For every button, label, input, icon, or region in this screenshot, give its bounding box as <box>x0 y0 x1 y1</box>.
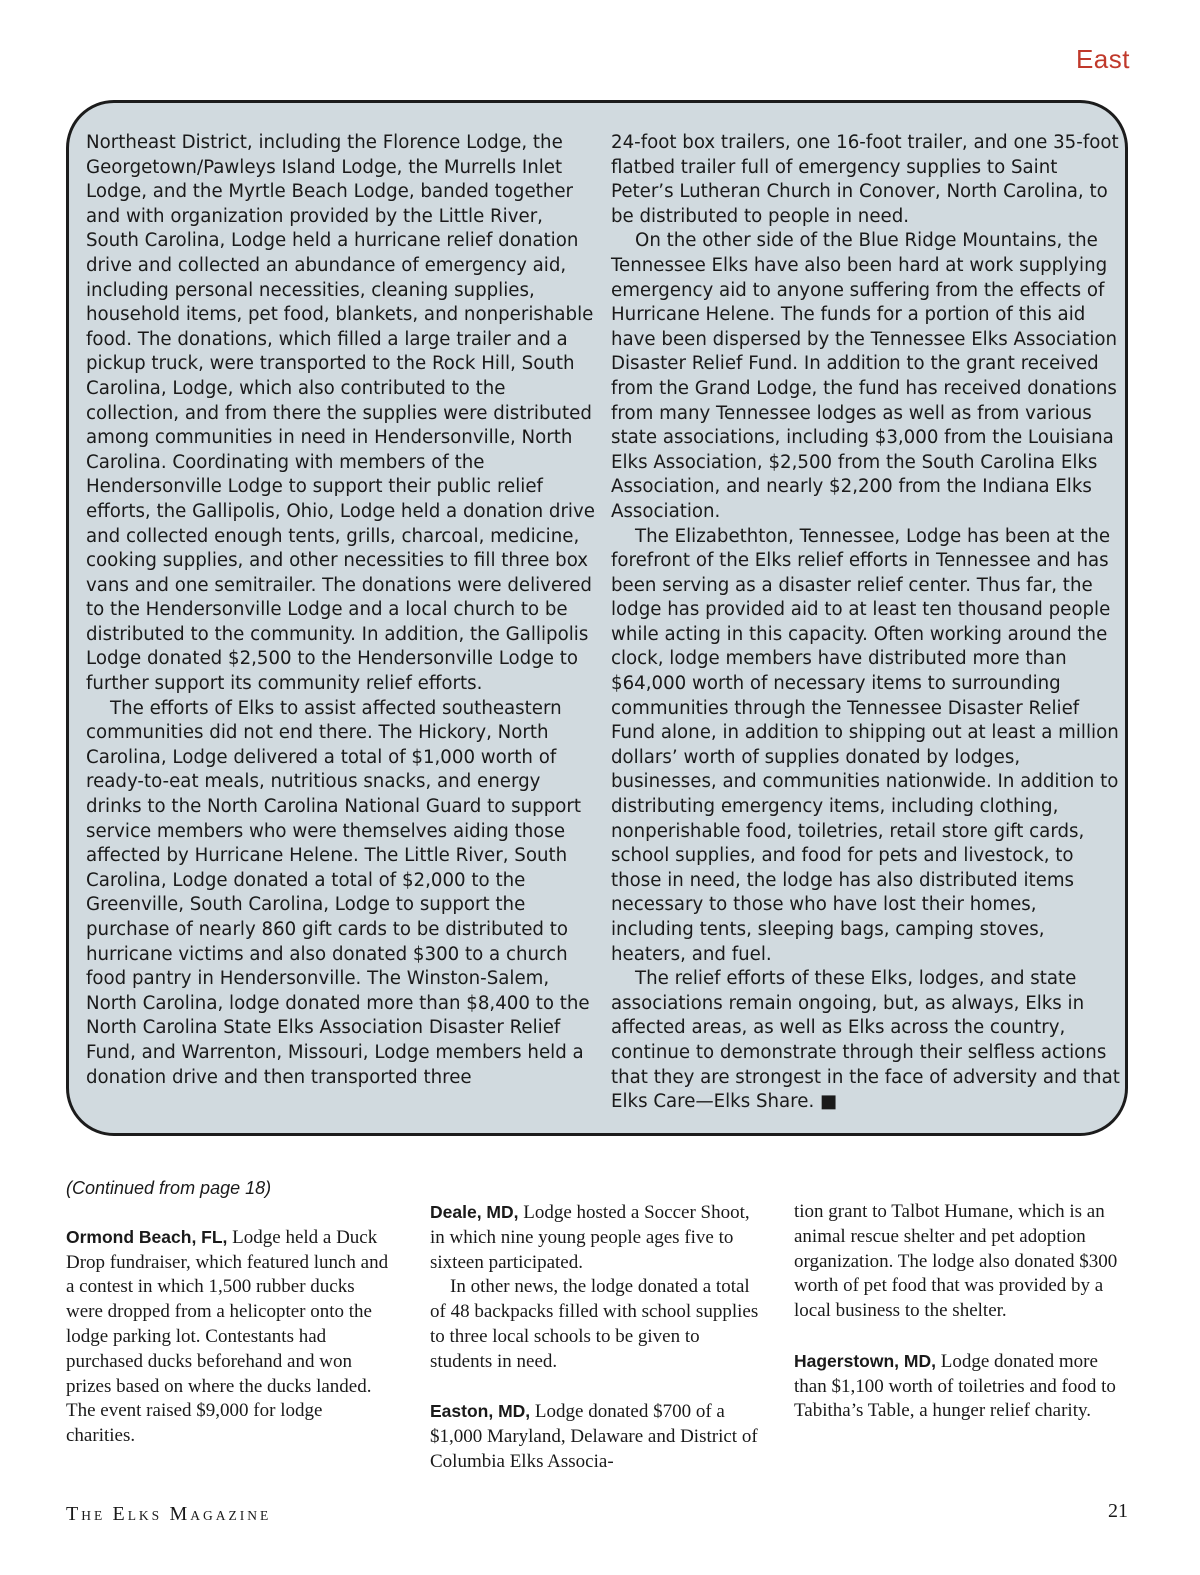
lodge-news-text: Lodge held a Duck Drop fundraiser, which featured lunch and a contest in which 1,500 rubber ducks were dropped from a helicopter onto the lodge parking lot. Contestants had purchased ducks beforehand and won prizes based on where the ducks landed. The event raised $9,000 for lodge charities. <box>66 1226 389 1447</box>
magazine-name: THE ELKS MAGAZINE <box>66 1503 272 1525</box>
lodge-news-item <box>430 1200 760 1275</box>
lodge-news-column-1 <box>66 1176 396 1449</box>
lodge-news-item <box>430 1399 760 1474</box>
lodge-news-section <box>66 1176 1128 1476</box>
lodge-name: Ormond Beach, FL, <box>66 1226 228 1247</box>
article-paragraph: The Elizabethton, Tennessee, Lodge has been at the forefront of the Elks relief efforts in Tennessee and has been serving as a disaster relief center. Thus far, the lodge has provided aid to at least ten thousand people while acting in this capacity. Often working around the clock, lodge members have distributed more than $64,000 worth of necessary items to surrounding communities through the Tennessee Disaster Relief Fund alone, in addition to shipping out at least a million dollars’ worth of supplies donated by lodges, businesses, and communities nationwide. In addition to distributing emergency items, including clothing, nonperishable food, toiletries, retail store gift cards, school supplies, and food for pets and livestock, to those in need, the lodge has also distributed items necessary to those who have lost their homes, including tents, sleeping bags, camping stoves, heaters, and fuel. <box>611 525 1119 965</box>
article-paragraph: On the other side of the Blue Ridge Mountains, the Tennessee Elks have also been hard at work supplying emergency aid to anyone suffering from the effects of Hurricane Helene. The funds for a portion of this aid have been dispersed by the Tennessee Elks Association Disaster Relief Fund. In addition to the grant received from the Grand Lodge, the fund has received donations from many Tennessee lodges as well as from various state associations, including $3,000 from the Louisiana Elks Association, $2,500 from the South Carolina Elks Association, and nearly $2,200 from the Indiana Elks Association. <box>611 230 1118 522</box>
lodge-news-column-2 <box>430 1200 760 1475</box>
article-paragraph: The efforts of Elks to assist affected southeastern communities did not end there. The Hickory, North Carolina, Lodge delivered a total of $1,000 worth of ready-to-eat meals, nutritious snacks, and energy drinks to the North Carolina National Guard to support service members who were themselves aiding those affected by Hurricane Helene. The Little River, South Carolina, Lodge donated a total of $2,000 to the Greenville, South Carolina, Lodge to support the purchase of nearly 860 gift cards to be distributed to hurricane victims and also donated $300 to a church food pantry in Hendersonville. The Winston-Salem, North Carolina, lodge donated more than $8,400 to the North Carolina State Elks Association Disaster Relief Fund, and Warrenton, Missouri, Lodge members held a donation drive and then transported three <box>86 697 590 1088</box>
lodge-news-paragraph: tion grant to Talbot Humane, which is an animal rescue shelter and pet adoption organization. The lodge also donated $300 worth of pet food that was provided by a local business to the shelter. <box>794 1201 1118 1322</box>
article-right-column <box>611 131 1121 1115</box>
lodge-news-item <box>794 1349 1124 1424</box>
continued-note: (Continued from page 18) <box>66 1178 272 1198</box>
lodge-news-text: Lodge hosted a Soccer Shoot, in which nine young people ages five to sixteen participated. <box>430 1202 750 1273</box>
section-label: East <box>1075 44 1130 74</box>
lodge-name: Deale, MD, <box>430 1202 519 1222</box>
article-paragraph: The relief efforts of these Elks, lodges, and state associations remain ongoing, but, as always, Elks in affected areas, as well as Elks across the country, continue to demonstrate through their selfless actions that they are strongest in the face of adversity and that Elks Care—Elks Share. ■ <box>611 968 1120 1113</box>
feature-article-box <box>66 100 1128 1136</box>
article-left-column <box>86 131 596 1090</box>
page-number: 21 <box>1108 1500 1128 1522</box>
lodge-news-paragraph: In other news, the lodge donated a total of 48 backpacks filled with school supplies to three local schools to be given to students in need. <box>430 1276 759 1372</box>
lodge-name: Easton, MD, <box>430 1401 531 1422</box>
lodge-news-item <box>66 1225 396 1449</box>
lodge-name: Hagerstown, MD, <box>794 1350 936 1371</box>
article-paragraph: Northeast District, including the Florence Lodge, the Georgetown/Pawleys Island Lodge, the Murrells Inlet Lodge, and the Myrtle Beach Lodge, banded together and with organization provided by the Little River, South Carolina, Lodge held a hurricane relief donation drive and collected an abundance of emergency aid, including personal necessities, cleaning supplies, household items, pet food, blankets, and nonperishable food. The donations, which filled a large trailer and a pickup truck, were transported to the Rock Hill, South Carolina, Lodge, which also contributed to the collection, and from there the supplies were distributed among communities in need in Hendersonville, North Carolina. Coordinating with members of the Hendersonville Lodge to support their public relief efforts, the Gallipolis, Ohio, Lodge held a donation drive and collected enough tents, grills, charcoal, medicine, cooking supplies, and other necessities to fill three box vans and one semitrailer. The donations were delivered to the Hendersonville Lodge and a local church to be distributed to the community. In addition, the Gallipolis Lodge donated $2,500 to the Hendersonville Lodge to further support its community relief efforts. <box>86 132 595 695</box>
lodge-news-text: Lodge donated more than $1,100 worth of toiletries and food to Tabitha’s Table, a hunger relief charity. <box>794 1350 1116 1422</box>
article-paragraph: 24-foot box trailers, one 16-foot trailer, and one 35-foot flatbed trailer full of emergency supplies to Saint Peter’s Lutheran Church in Conover, North Carolina, to be distributed to people in need. <box>611 132 1119 227</box>
lodge-news-text: Lodge donated $700 of a $1,000 Maryland, Delaware and District of Columbia Elks Associa- <box>430 1401 758 1472</box>
lodge-news-column-3 <box>794 1200 1124 1424</box>
